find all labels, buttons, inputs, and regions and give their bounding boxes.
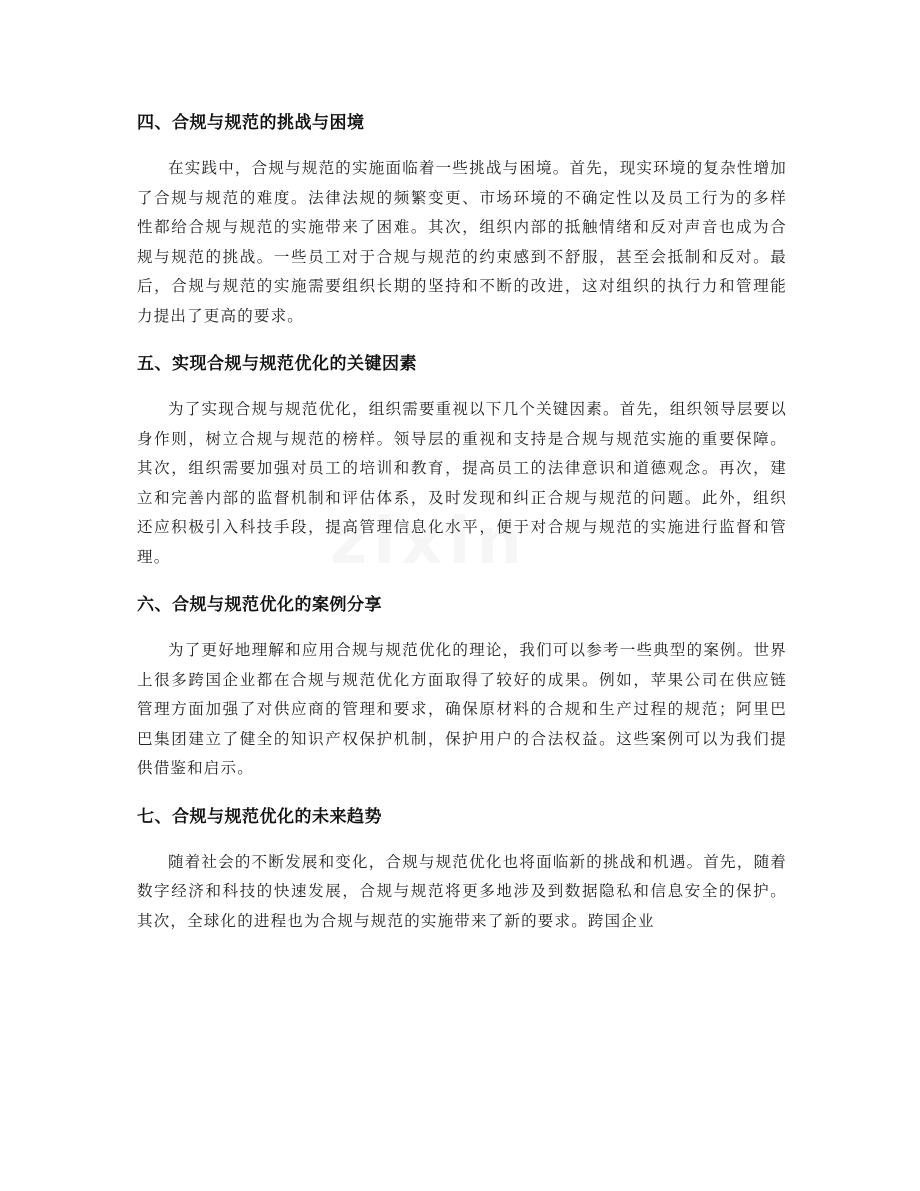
- section-paragraph: 随着社会的不断发展和变化，合规与规范优化也将面临新的挑战和机遇。首先，随着数字经济和科技的快速发展，合规与规范将更多地涉及到数据隐私和信息安全的保护。其次，全球化的进程也为合规与规范的实施带来了新的要求。跨国企业: [137, 852, 787, 930]
- section-future-trends: [137, 798, 787, 937]
- section-key-factors: [137, 345, 787, 572]
- section-case-studies: [137, 586, 787, 784]
- section-paragraph: 在实践中，合规与规范的实施面临着一些挑战与困境。首先，现实环境的复杂性增加了合规与规范的难度。法律法规的频繁变更、市场环境的不确定性以及员工行为的多样性都给合规与规范的实施带来了困难。其次，组织内部的抵触情绪和反对声音也成为合规与规范的挑战。一些员工对于合规与规范的约束感到不舒服，甚至会抵制和反对。最后，合规与规范的实施需要组织长期的坚持和不断的改进，这对组织的执行力和管理能力提出了更高的要求。: [137, 159, 787, 325]
- document-body: [137, 104, 787, 936]
- section-heading: 四、合规与规范的挑战与困境: [137, 113, 365, 133]
- section-paragraph: 为了实现合规与规范优化，组织需要重视以下几个关键因素。首先，组织领导层要以身作则，树立合规与规范的榜样。领导层的重视和支持是合规与规范实施的重要保障。其次，组织需要加强对员工的培训和教育，提高员工的法律意识和道德观念。再次，建立和完善内部的监督机制和评估体系，及时发现和纠正合规与规范的问题。此外，组织还应积极引入科技手段，提高管理信息化水平，便于对合规与规范的实施进行监督和管理。: [137, 400, 787, 566]
- section-heading: 七、合规与规范优化的未来趋势: [137, 806, 382, 827]
- section-heading: 五、实现合规与规范优化的关键因素: [137, 354, 417, 374]
- section-challenges: [137, 104, 787, 331]
- section-heading: 六、合规与规范优化的案例分享: [137, 595, 382, 615]
- section-paragraph: 为了更好地理解和应用合规与规范优化的理论，我们可以参考一些典型的案例。世界上很多跨国企业都在合规与规范优化方面取得了较好的成果。例如，苹果公司在供应链管理方面加强了对供应商的管理和要求，确保原材料的合规和生产过程的规范；阿里巴巴集团建立了健全的知识产权保护机制，保护用户的合法权益。这些案例可以为我们提供借鉴和启示。: [137, 641, 787, 777]
